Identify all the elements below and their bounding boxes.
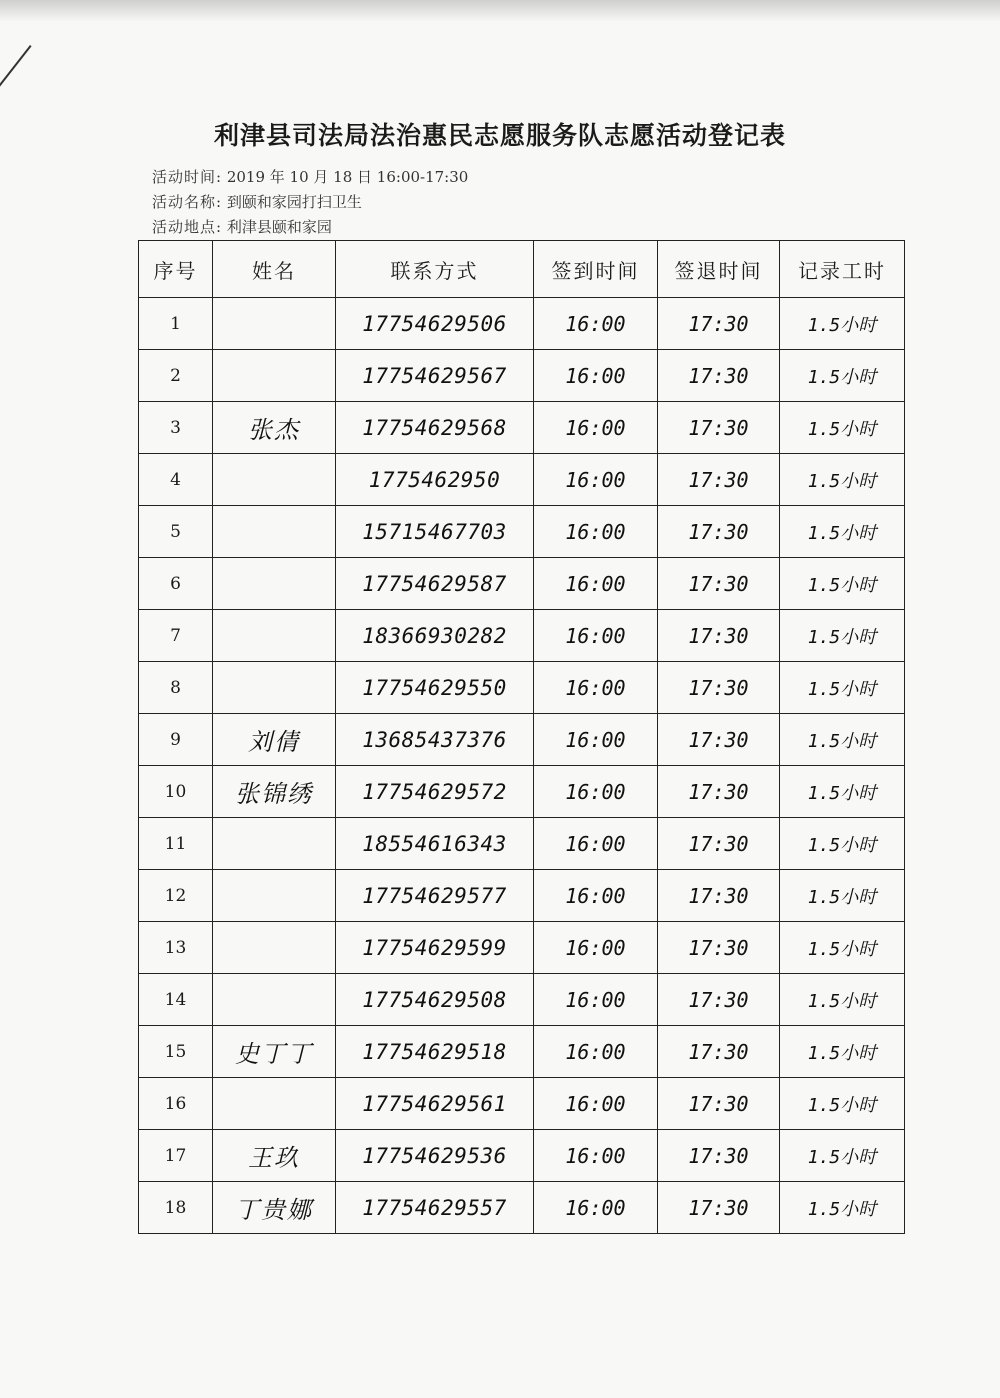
table-row — [139, 1182, 905, 1234]
row-name: 丁贵娜 — [213, 1182, 336, 1234]
header-contact: 联系方式 — [336, 241, 534, 298]
row-phone: 18554616343 — [336, 818, 534, 870]
row-sign-in: 16:00 — [534, 506, 658, 558]
row-phone: 17754629567 — [336, 350, 534, 402]
row-sign-in: 16:00 — [534, 454, 658, 506]
row-seq: 16 — [139, 1078, 213, 1130]
row-hours: 1.5小时 — [780, 714, 905, 766]
registration-table — [138, 240, 905, 1234]
table-row — [139, 610, 905, 662]
row-phone: 17754629550 — [336, 662, 534, 714]
table-header-row — [139, 241, 905, 298]
row-sign-in: 16:00 — [534, 298, 658, 350]
row-hours: 1.5小时 — [780, 402, 905, 454]
row-name — [213, 610, 336, 662]
row-sign-in: 16:00 — [534, 402, 658, 454]
row-sign-out: 17:30 — [658, 818, 780, 870]
row-hours: 1.5小时 — [780, 1026, 905, 1078]
row-phone: 17754629587 — [336, 558, 534, 610]
row-name — [213, 818, 336, 870]
row-hours: 1.5小时 — [780, 1130, 905, 1182]
row-name — [213, 974, 336, 1026]
row-sign-in: 16:00 — [534, 974, 658, 1026]
row-name: 刘倩 — [213, 714, 336, 766]
row-hours: 1.5小时 — [780, 454, 905, 506]
row-seq: 6 — [139, 558, 213, 610]
row-name — [213, 1078, 336, 1130]
row-name: 张锦绣 — [213, 766, 336, 818]
row-sign-in: 16:00 — [534, 350, 658, 402]
activity-place — [152, 216, 332, 237]
row-hours: 1.5小时 — [780, 766, 905, 818]
table-row — [139, 454, 905, 506]
row-seq: 17 — [139, 1130, 213, 1182]
row-seq: 13 — [139, 922, 213, 974]
table-row — [139, 974, 905, 1026]
table-row — [139, 350, 905, 402]
row-name: 史丁丁 — [213, 1026, 336, 1078]
row-phone: 17754629506 — [336, 298, 534, 350]
header-name: 姓名 — [213, 241, 336, 298]
row-sign-in: 16:00 — [534, 818, 658, 870]
row-sign-out: 17:30 — [658, 662, 780, 714]
row-phone: 15715467703 — [336, 506, 534, 558]
activity-name-label: 活动名称: — [152, 193, 223, 211]
activity-time-label: 活动时间: — [152, 168, 223, 186]
row-seq: 14 — [139, 974, 213, 1026]
row-phone: 17754629577 — [336, 870, 534, 922]
row-name: 张杰 — [213, 402, 336, 454]
row-sign-out: 17:30 — [658, 870, 780, 922]
row-seq: 4 — [139, 454, 213, 506]
row-name — [213, 922, 336, 974]
row-sign-out: 17:30 — [658, 298, 780, 350]
row-seq: 9 — [139, 714, 213, 766]
activity-time — [152, 166, 468, 187]
row-name — [213, 558, 336, 610]
row-sign-out: 17:30 — [658, 1182, 780, 1234]
header-sign-in: 签到时间 — [534, 241, 658, 298]
row-sign-in: 16:00 — [534, 766, 658, 818]
row-phone: 1775462950 — [336, 454, 534, 506]
table-row — [139, 506, 905, 558]
row-sign-out: 17:30 — [658, 1078, 780, 1130]
document-title: 利津县司法局法治惠民志愿服务队志愿活动登记表 — [213, 121, 786, 150]
row-hours: 1.5小时 — [780, 870, 905, 922]
row-sign-out: 17:30 — [658, 766, 780, 818]
row-name — [213, 350, 336, 402]
row-name — [213, 870, 336, 922]
header-hours: 记录工时 — [780, 241, 905, 298]
table-row — [139, 1130, 905, 1182]
table-row — [139, 1026, 905, 1078]
row-hours: 1.5小时 — [780, 974, 905, 1026]
row-hours: 1.5小时 — [780, 506, 905, 558]
table-row — [139, 766, 905, 818]
row-sign-in: 16:00 — [534, 558, 658, 610]
row-sign-in: 16:00 — [534, 1026, 658, 1078]
row-phone: 17754629557 — [336, 1182, 534, 1234]
row-sign-in: 16:00 — [534, 1130, 658, 1182]
header-sign-out: 签退时间 — [658, 241, 780, 298]
scan-edge-shadow — [0, 0, 1000, 22]
row-phone: 17754629568 — [336, 402, 534, 454]
pen-stroke-mark — [0, 45, 32, 87]
row-hours: 1.5小时 — [780, 818, 905, 870]
row-hours: 1.5小时 — [780, 350, 905, 402]
row-sign-out: 17:30 — [658, 610, 780, 662]
row-seq: 8 — [139, 662, 213, 714]
table-row — [139, 818, 905, 870]
row-sign-in: 16:00 — [534, 610, 658, 662]
row-hours: 1.5小时 — [780, 1182, 905, 1234]
row-seq: 11 — [139, 818, 213, 870]
row-sign-out: 17:30 — [658, 454, 780, 506]
row-phone: 17754629572 — [336, 766, 534, 818]
row-name: 王玖 — [213, 1130, 336, 1182]
activity-place-value: 利津县颐和家园 — [226, 218, 332, 236]
row-hours: 1.5小时 — [780, 1078, 905, 1130]
activity-time-value: 2019 年 10 月 18 日 16:00-17:30 — [226, 168, 469, 186]
row-sign-out: 17:30 — [658, 558, 780, 610]
activity-place-label: 活动地点: — [152, 218, 223, 236]
row-sign-out: 17:30 — [658, 714, 780, 766]
row-sign-out: 17:30 — [658, 402, 780, 454]
row-name — [213, 506, 336, 558]
row-phone: 13685437376 — [336, 714, 534, 766]
row-seq: 15 — [139, 1026, 213, 1078]
table-row — [139, 1078, 905, 1130]
table-row — [139, 402, 905, 454]
row-seq: 5 — [139, 506, 213, 558]
row-seq: 3 — [139, 402, 213, 454]
activity-name-value: 到颐和家园打扫卫生 — [226, 193, 362, 211]
row-seq: 10 — [139, 766, 213, 818]
row-name — [213, 298, 336, 350]
row-sign-out: 17:30 — [658, 922, 780, 974]
table-row — [139, 298, 905, 350]
row-name — [213, 454, 336, 506]
row-hours: 1.5小时 — [780, 662, 905, 714]
row-hours: 1.5小时 — [780, 922, 905, 974]
row-sign-in: 16:00 — [534, 662, 658, 714]
table-row — [139, 922, 905, 974]
table-row — [139, 714, 905, 766]
row-phone: 17754629508 — [336, 974, 534, 1026]
header-seq: 序号 — [139, 241, 213, 298]
row-phone: 17754629599 — [336, 922, 534, 974]
row-phone: 17754629518 — [336, 1026, 534, 1078]
row-phone: 18366930282 — [336, 610, 534, 662]
table-row — [139, 662, 905, 714]
row-seq: 18 — [139, 1182, 213, 1234]
row-sign-out: 17:30 — [658, 350, 780, 402]
row-hours: 1.5小时 — [780, 298, 905, 350]
row-hours: 1.5小时 — [780, 610, 905, 662]
row-sign-in: 16:00 — [534, 714, 658, 766]
row-sign-out: 17:30 — [658, 506, 780, 558]
row-phone: 17754629536 — [336, 1130, 534, 1182]
row-seq: 7 — [139, 610, 213, 662]
row-seq: 2 — [139, 350, 213, 402]
row-sign-in: 16:00 — [534, 870, 658, 922]
table-row — [139, 558, 905, 610]
row-phone: 17754629561 — [336, 1078, 534, 1130]
activity-name — [152, 191, 362, 212]
row-sign-out: 17:30 — [658, 1130, 780, 1182]
table-row — [139, 870, 905, 922]
row-sign-out: 17:30 — [658, 1026, 780, 1078]
row-name — [213, 662, 336, 714]
row-seq: 1 — [139, 298, 213, 350]
row-hours: 1.5小时 — [780, 558, 905, 610]
row-sign-in: 16:00 — [534, 922, 658, 974]
row-sign-in: 16:00 — [534, 1078, 658, 1130]
row-sign-out: 17:30 — [658, 974, 780, 1026]
row-seq: 12 — [139, 870, 213, 922]
row-sign-in: 16:00 — [534, 1182, 658, 1234]
